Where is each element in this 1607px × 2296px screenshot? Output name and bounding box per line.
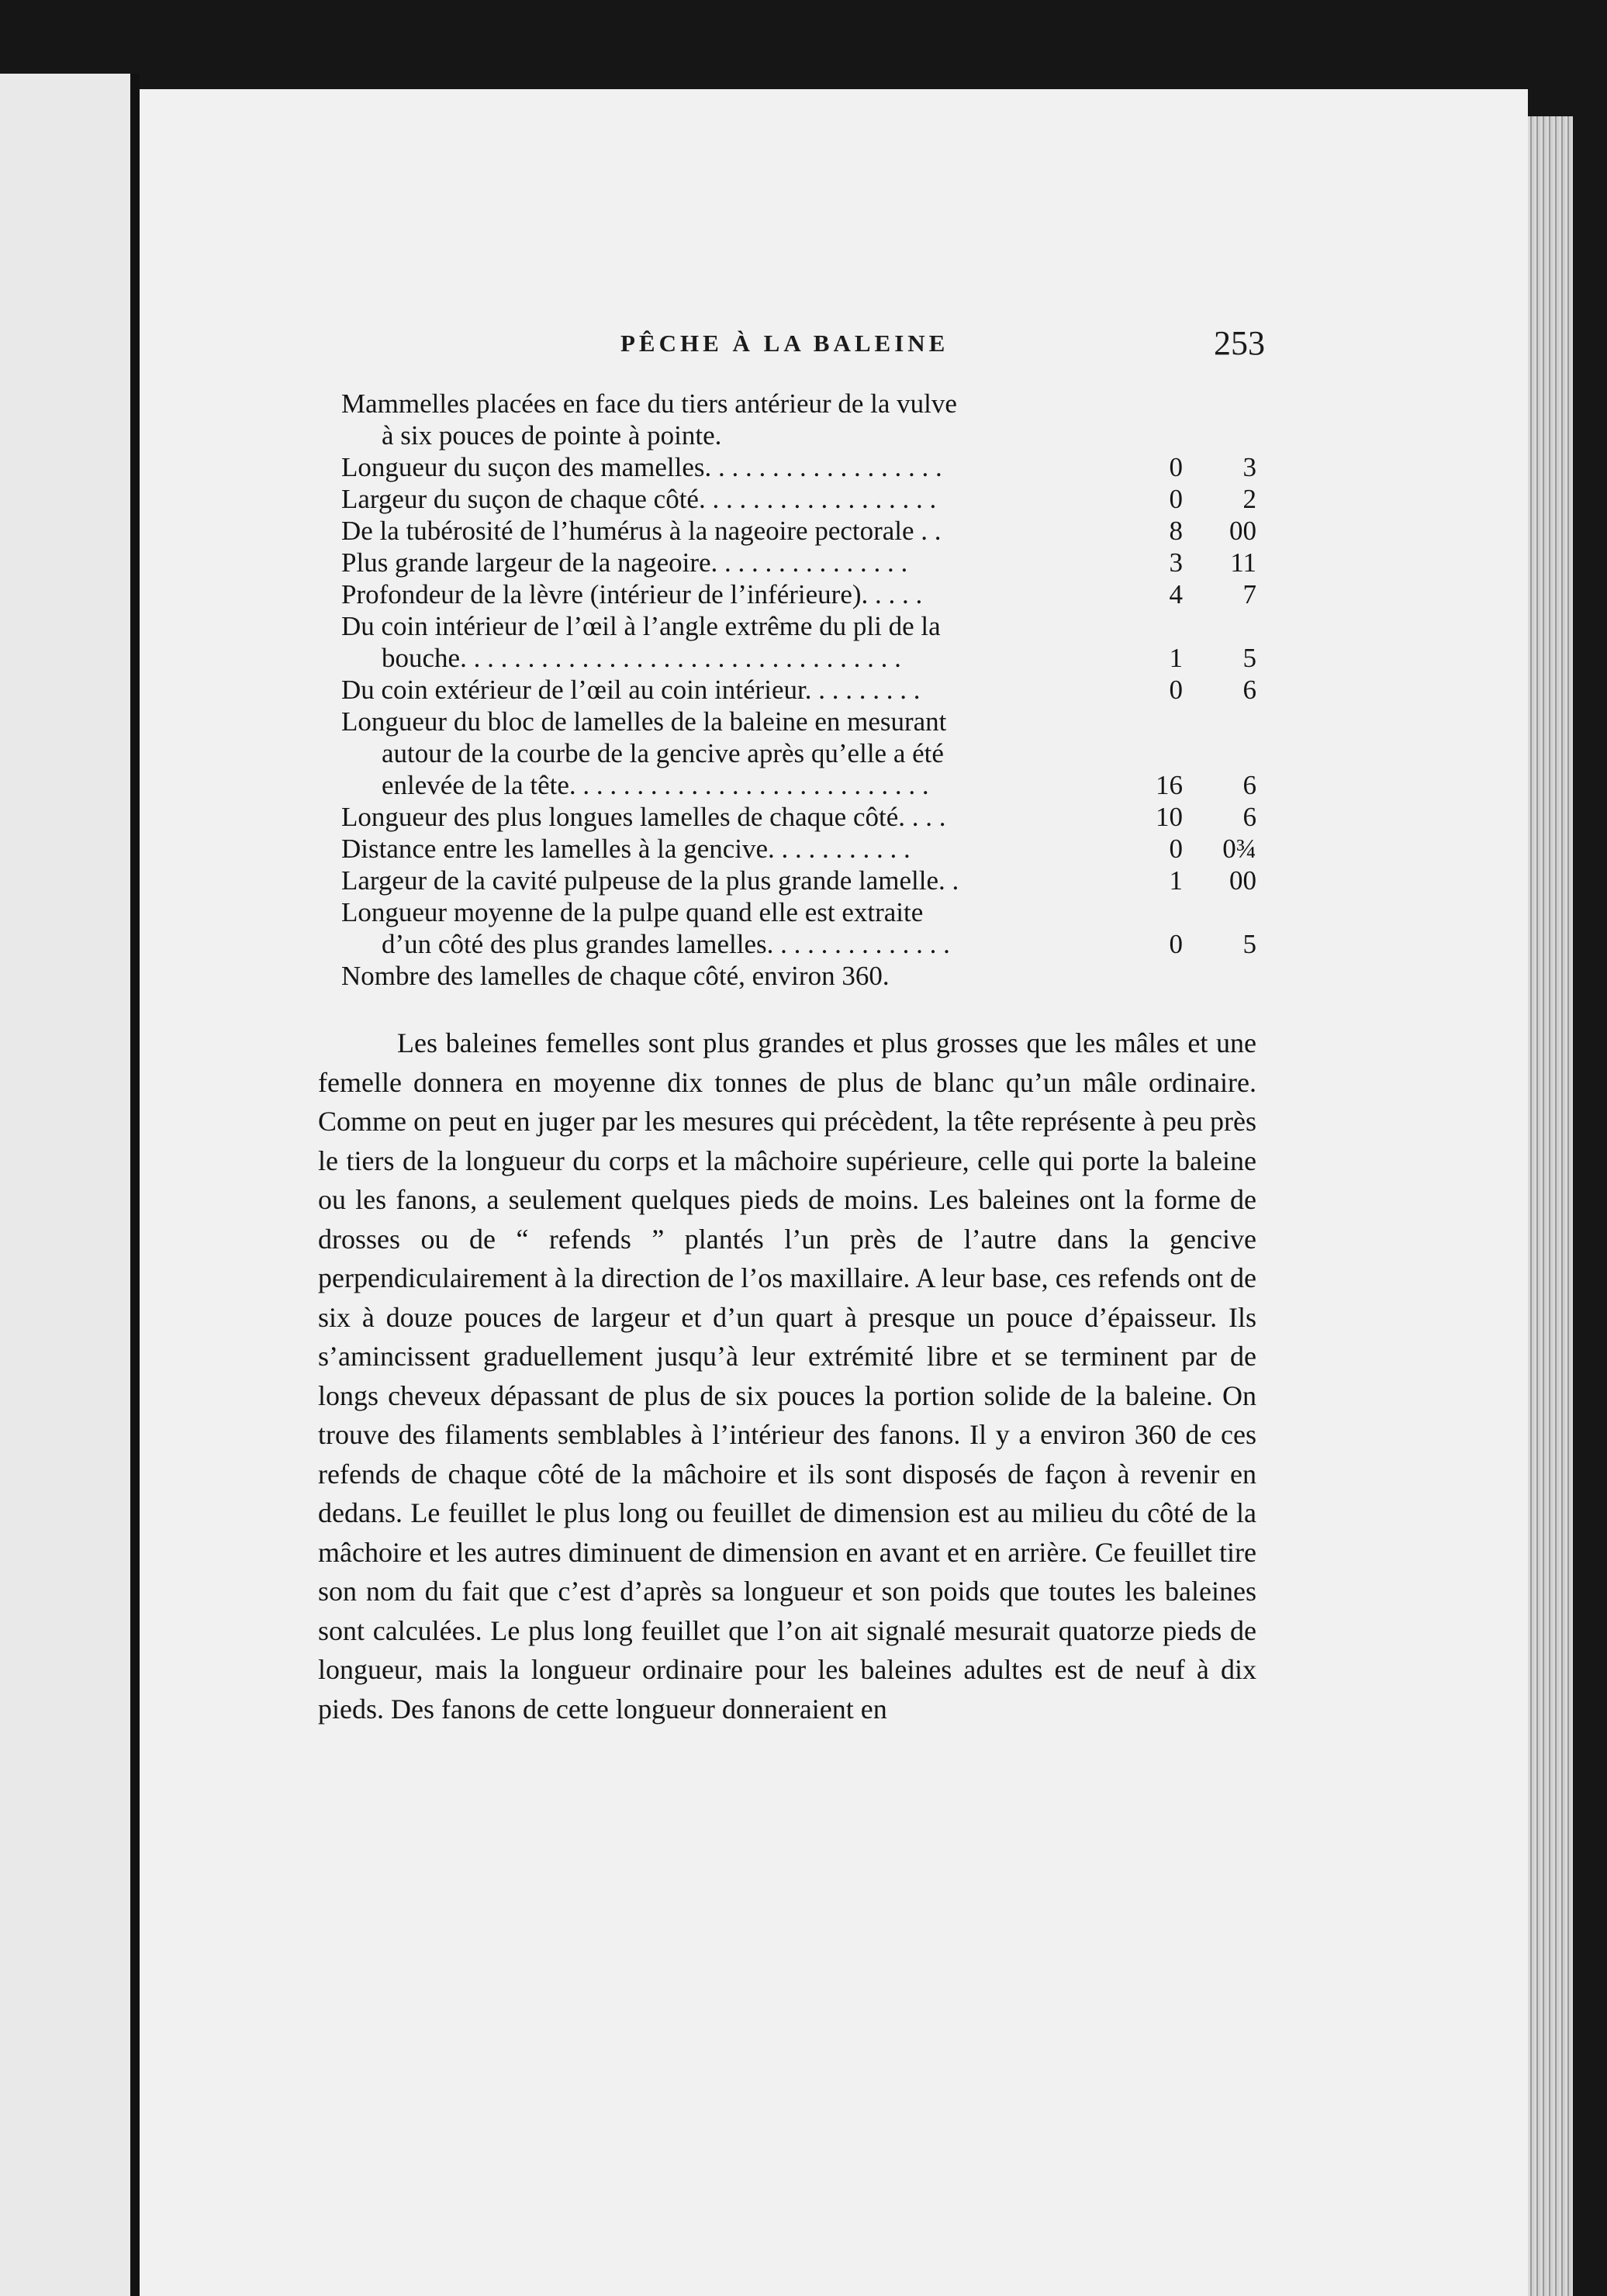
measurement-label: Longueur du suçon des mamelles. . . . . . . . . . . . . . . . . . bbox=[341, 452, 942, 482]
measurement-values bbox=[1140, 547, 1256, 578]
inches-value: 6 bbox=[1242, 675, 1256, 705]
measurement-row bbox=[341, 960, 1256, 992]
page-edges bbox=[1528, 116, 1573, 2296]
measurement-values bbox=[1140, 451, 1256, 483]
inches-value: 11 bbox=[1230, 547, 1256, 578]
measurement-label-continued: à six pouces de pointe à pointe. bbox=[382, 420, 722, 451]
measurement-values bbox=[1140, 833, 1256, 865]
measurement-row bbox=[341, 674, 1256, 706]
measurement-label: Distance entre les lamelles à la gencive. . . . . . . . . . . bbox=[341, 834, 911, 864]
measurement-row bbox=[341, 865, 1256, 896]
feet-value: 16 bbox=[1156, 770, 1183, 800]
inches-value: 3 bbox=[1242, 452, 1256, 482]
feet-value: 0 bbox=[1169, 834, 1183, 864]
measurement-label: Longueur des plus longues lamelles de chaque côté. . . . bbox=[341, 802, 946, 832]
page-header bbox=[620, 324, 1272, 376]
feet-value: 0 bbox=[1169, 929, 1183, 959]
measurement-label-continued: bouche. . . . . . . . . . . . . . . . . . . . . . . . . . . . . . . . . bbox=[382, 643, 901, 673]
feet-value: 0 bbox=[1169, 675, 1183, 705]
feet-value: 1 bbox=[1169, 643, 1183, 673]
measurement-label: Du coin extérieur de l’œil au coin intérieur. . . . . . . . . bbox=[341, 675, 921, 705]
measurement-values bbox=[1140, 801, 1256, 833]
measurement-values bbox=[1140, 769, 1256, 801]
measurement-row bbox=[341, 515, 1256, 547]
feet-value: 8 bbox=[1169, 516, 1183, 546]
measurement-values bbox=[1140, 674, 1256, 706]
inches-value: 7 bbox=[1242, 579, 1256, 609]
inches-value: 2 bbox=[1242, 484, 1256, 514]
measurement-values bbox=[1140, 515, 1256, 547]
measurement-row bbox=[341, 801, 1256, 833]
feet-value: 10 bbox=[1156, 802, 1183, 832]
measurement-row bbox=[341, 833, 1256, 865]
measurement-values bbox=[1140, 928, 1256, 960]
measurement-label: Largeur de la cavité pulpeuse de la plus grande lamelle. . bbox=[341, 865, 959, 896]
measurement-label: Profondeur de la lèvre (intérieur de l’inférieure). . . . . bbox=[341, 579, 923, 609]
running-head: PÊCHE À LA BALEINE bbox=[620, 330, 949, 357]
measurement-row bbox=[341, 483, 1256, 515]
body-text bbox=[318, 1024, 1256, 1728]
measurement-values bbox=[1140, 483, 1256, 515]
inches-value: 00 bbox=[1229, 516, 1256, 546]
feet-value: 1 bbox=[1169, 865, 1183, 896]
measurement-values bbox=[1140, 578, 1256, 610]
measurement-label-continued: enlevée de la tête. . . . . . . . . . . . . . . . . . . . . . . . . . . bbox=[382, 770, 929, 800]
inches-value: 6 bbox=[1242, 770, 1256, 800]
measurement-label: Du coin intérieur de l’œil à l’angle extrême du pli de la bbox=[341, 611, 941, 641]
feet-value: 4 bbox=[1169, 579, 1183, 609]
measurement-label: Mammelles placées en face du tiers antérieur de la vulve bbox=[341, 388, 957, 419]
inches-value: 5 bbox=[1242, 929, 1256, 959]
measurement-values bbox=[1140, 642, 1256, 674]
measurement-label: Nombre des lamelles de chaque côté, environ 360. bbox=[341, 961, 890, 991]
measurement-values bbox=[1140, 865, 1256, 896]
measurement-row bbox=[341, 547, 1256, 578]
feet-value: 0 bbox=[1169, 452, 1183, 482]
measurement-row bbox=[341, 610, 1256, 674]
feet-value: 0 bbox=[1169, 484, 1183, 514]
measurement-row bbox=[341, 388, 1256, 451]
measurement-label: Longueur du bloc de lamelles de la baleine en mesurant bbox=[341, 706, 947, 737]
measurement-label-continued: d’un côté des plus grandes lamelles. . . . . . . . . . . . . . bbox=[382, 929, 950, 959]
measurement-row bbox=[341, 706, 1256, 801]
paragraph: Les baleines femelles sont plus grandes et plus grosses que les mâles et une femelle donnera en moyenne dix tonnes de plus de blanc qu’un mâle ordinaire. Comme on peut en juger par les mesures qui précèdent, la tête représente à peu près le tiers de la longueur du corps et la mâchoire supérieure, celle qui porte la baleine ou les fanons, a seulement quelques pieds de moins. Les baleines ont la forme de drosses ou de “ refends ” plantés l’un près de l’autre dans la gencive perpendiculairement à la direction de l’os maxillaire. A leur base, ces refends ont de six à douze pouces de largeur et d’un quart à presque un pouce d’épaisseur. Ils s’amincissent graduellement jusqu’à leur extrémité libre et se terminent par de longs cheveux dépassant de plus de six pouces la portion solide de la baleine. On trouve des filaments semblables à l’intérieur des fanons. Il y a environ 360 de ces refends de chaque côté de la mâchoire et ils sont disposés de façon à revenir en dedans. Le feuillet le plus long ou feuillet de dimension est au milieu du côté de la mâchoire et les autres diminuent de dimension en avant et en arrière. Ce feuillet tire son nom du fait que c’est d’après sa longueur et son poids que toutes les baleines sont calculées. Le plus long feuillet que l’on ait signalé mesurait quatorze pieds de longueur, mais la longueur ordinaire pour les baleines adultes est de neuf à dix pieds. Des fanons de cette longueur donneraient en bbox=[318, 1027, 1256, 1725]
measurement-label: Longueur moyenne de la pulpe quand elle est extraite bbox=[341, 897, 924, 927]
inches-value: 00 bbox=[1229, 865, 1256, 896]
measurement-label: Plus grande largeur de la nageoire. . . . . . . . . . . . . . . bbox=[341, 547, 908, 578]
measurement-row bbox=[341, 578, 1256, 610]
measurements-table bbox=[341, 388, 1256, 992]
inches-value: 6 bbox=[1242, 802, 1256, 832]
measurement-row bbox=[341, 896, 1256, 960]
measurement-label-continued: autour de la courbe de la gencive après qu’elle a été bbox=[382, 738, 944, 768]
inches-value: 5 bbox=[1242, 643, 1256, 673]
measurement-label: Largeur du suçon de chaque côté. . . . . . . . . . . . . . . . . . bbox=[341, 484, 937, 514]
feet-value: 3 bbox=[1169, 547, 1183, 578]
facing-page bbox=[0, 74, 138, 2296]
inches-value: 0¾ bbox=[1222, 834, 1256, 864]
measurement-label: De la tubérosité de l’humérus à la nageoire pectorale . . bbox=[341, 516, 942, 546]
measurement-row bbox=[341, 451, 1256, 483]
page-number: 253 bbox=[1214, 324, 1265, 362]
book-gutter bbox=[130, 74, 140, 2296]
